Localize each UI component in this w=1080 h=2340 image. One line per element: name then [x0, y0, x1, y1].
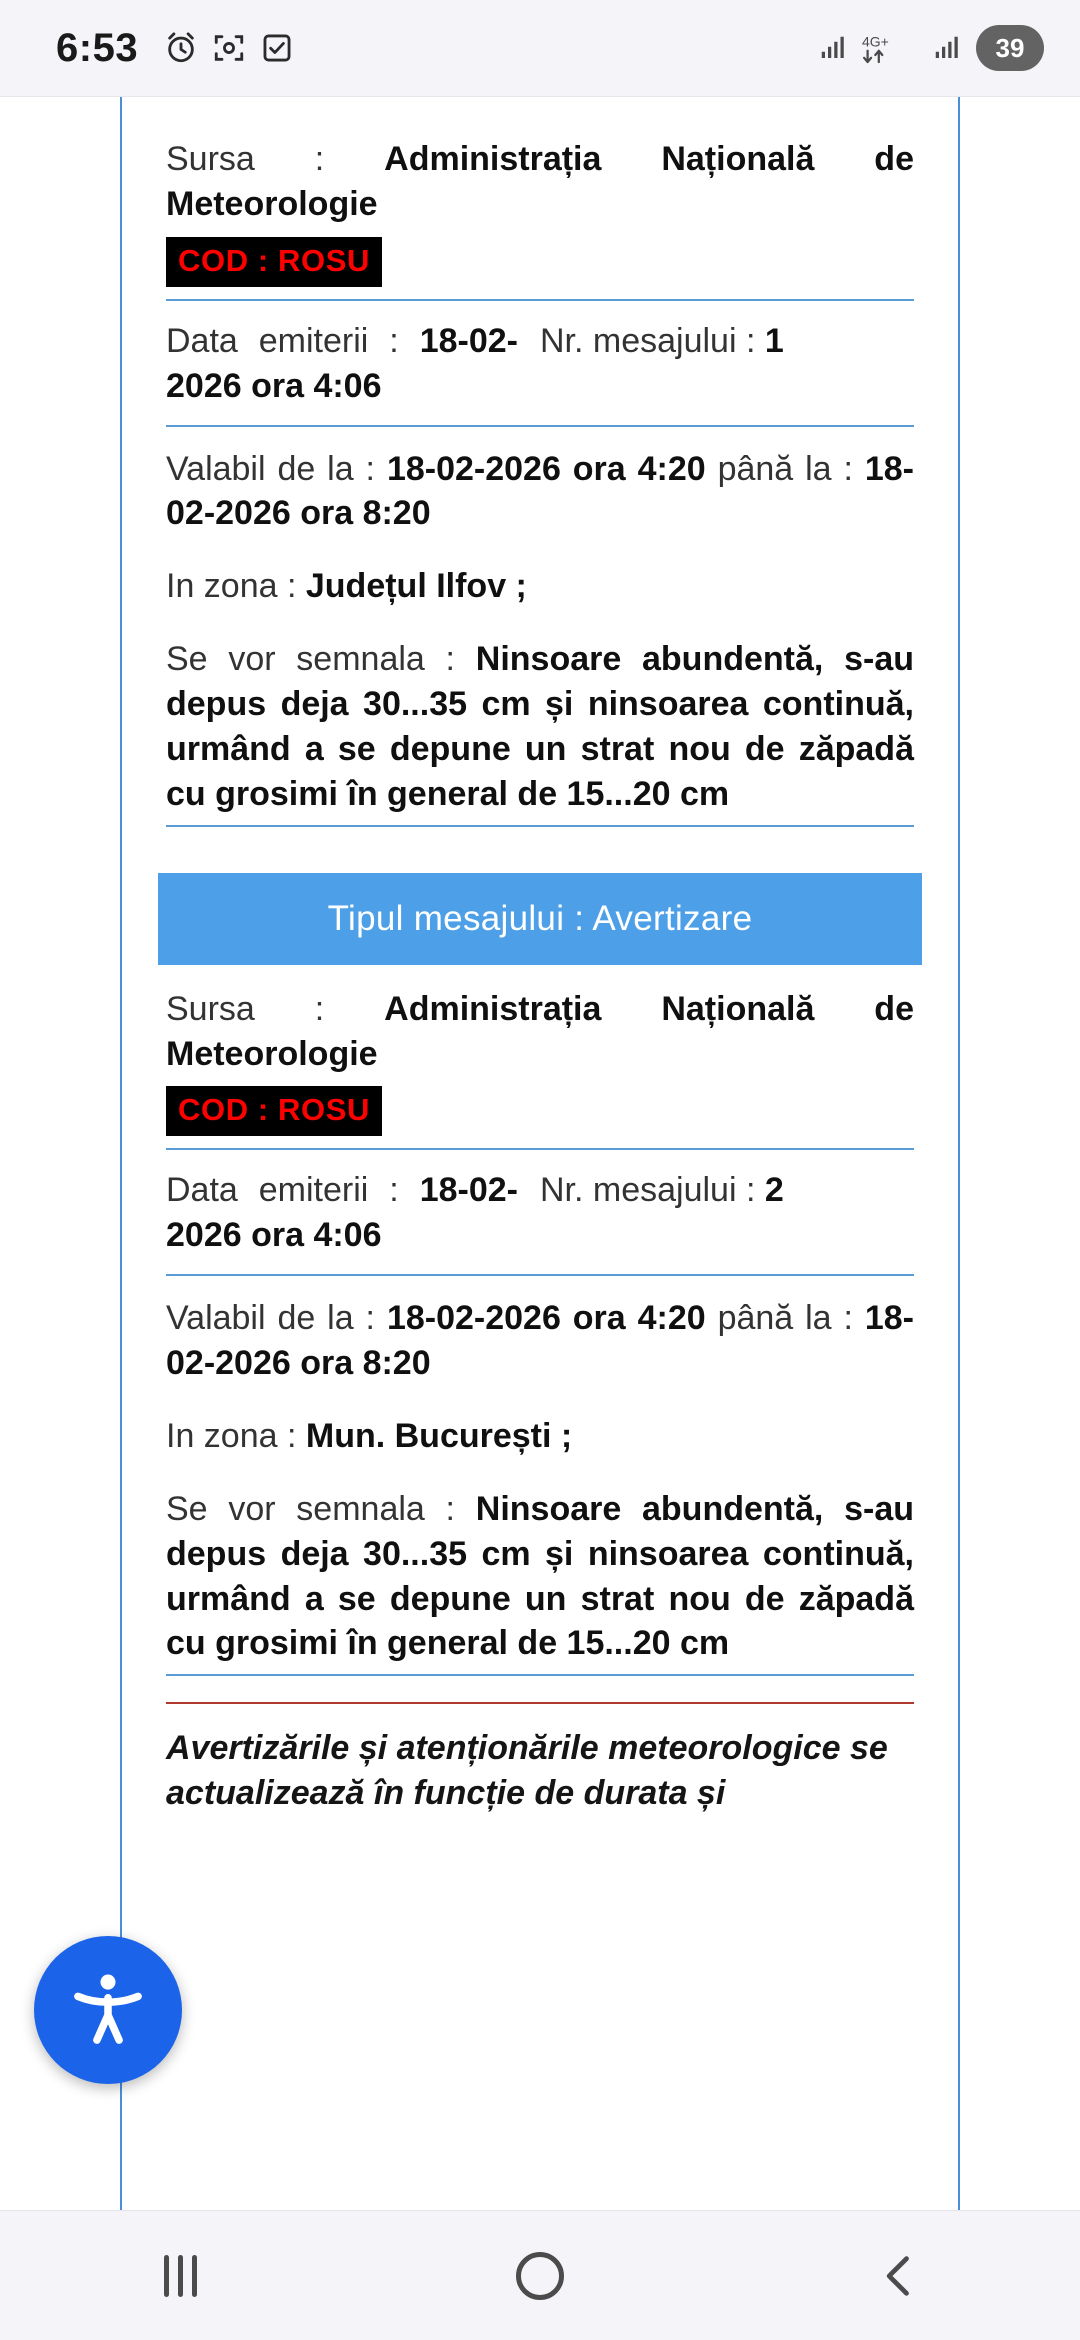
- signal2-icon: [930, 33, 964, 63]
- validity-text: [166, 1296, 914, 1386]
- phenomena-row: [158, 1467, 922, 1675]
- code-badge: COD : ROSU: [166, 1086, 382, 1136]
- checkbox-icon: [260, 31, 294, 65]
- number-value: 1: [764, 321, 784, 360]
- source-label: Sursa :: [166, 140, 325, 178]
- validity-label: Valabil de la :: [166, 449, 376, 488]
- alarm-icon: [164, 31, 198, 65]
- code-badge: COD : ROSU: [166, 237, 382, 287]
- recents-icon: [164, 2255, 197, 2297]
- back-button[interactable]: [825, 2211, 975, 2340]
- validity-mid: până la :: [717, 449, 853, 488]
- phenomena-row: [158, 617, 922, 825]
- data-icon: [862, 31, 918, 65]
- source-label: Sursa :: [166, 989, 325, 1028]
- source-value: Administrația Națională de Meteorologie: [166, 140, 914, 223]
- number-value: 2: [764, 1171, 784, 1210]
- battery-indicator: 39: [976, 25, 1044, 71]
- message-type-banner: Tipul mesajului : Avertizare: [158, 873, 922, 965]
- number-cell: [540, 1168, 914, 1258]
- system-navigation-bar: [0, 2210, 1080, 2340]
- validity-from: 18-02-2026 ora 4:20: [386, 449, 706, 488]
- issued-cell: [166, 319, 540, 409]
- number-label: Nr. mesajului :: [540, 1171, 756, 1210]
- warning-card: [158, 827, 922, 1816]
- source-text: [166, 987, 914, 1077]
- page-frame: [120, 97, 960, 2210]
- issued-row: [158, 1150, 922, 1274]
- zone-text: [166, 1414, 914, 1459]
- code-row: [166, 1086, 914, 1136]
- zone-value: Mun. București ;: [305, 1416, 573, 1455]
- phenomena-value: Ninsoare abundentă, s-au depus deja 30...35 cm și ninsoarea continuă, urmând a se depune un strat nou de zăpadă cu grosimi în general de 15...20 cm: [166, 1489, 914, 1663]
- validity-row: [158, 1276, 922, 1394]
- issued-value: 18-02-2026 ora 4:06: [166, 321, 518, 405]
- screenshot-icon: [212, 31, 246, 65]
- accessibility-icon: [65, 1967, 151, 2053]
- zone-row: [158, 544, 922, 617]
- issued-value: 18-02-2026 ora 4:06: [166, 1171, 518, 1255]
- status-notification-icons: [164, 31, 294, 65]
- divider: [166, 1674, 914, 1676]
- warnings-list: [122, 97, 958, 1816]
- issued-row: [158, 301, 922, 425]
- issued-cell: [166, 1168, 540, 1258]
- source-row: [158, 965, 922, 1137]
- status-bar-left: [56, 26, 294, 71]
- accessibility-fab-button[interactable]: [34, 1936, 182, 2084]
- validity-mid: până la :: [717, 1299, 853, 1338]
- validity-to: 18-02-2026 ora 8:20: [166, 1299, 914, 1382]
- issued-label: Data emiterii :: [166, 1171, 399, 1210]
- phenomena-value: Ninsoare abundentă, s-au depus deja 30...35 cm și ninsoarea continuă, urmând a se depune un strat nou de zăpadă cu grosimi în general de 15...20 cm: [166, 640, 914, 813]
- validity-text: [166, 447, 914, 537]
- number-label: Nr. mesajului :: [540, 321, 756, 360]
- signal-icon: [816, 33, 850, 63]
- status-bar-right: [816, 25, 1044, 71]
- phenomena-text: [166, 1487, 914, 1667]
- status-clock: 6:53: [56, 25, 139, 70]
- source-row: [158, 115, 922, 287]
- validity-from: 18-02-2026 ora 4:20: [386, 1299, 706, 1338]
- source-value: Administrația Națională de Meteorologie: [166, 989, 914, 1073]
- svg-text:4G+: 4G+: [862, 33, 889, 50]
- zone-text: [166, 564, 914, 609]
- phenomena-label: Se vor semnala :: [166, 640, 456, 679]
- phenomena-text: [166, 637, 914, 817]
- warning-card: [158, 97, 922, 827]
- validity-row: [158, 427, 922, 545]
- validity-to: 18-02-2026 ora 8:20: [166, 449, 914, 533]
- recents-button[interactable]: [105, 2211, 255, 2340]
- number-cell: [540, 319, 914, 409]
- back-icon: [874, 2250, 926, 2302]
- validity-label: Valabil de la :: [166, 1299, 376, 1338]
- footnote-text: Avertizările și atenționările meteorologice se actualizează în funcție de durata și: [166, 1729, 888, 1813]
- home-button[interactable]: [465, 2211, 615, 2340]
- zone-value: Județul Ilfov ;: [305, 567, 527, 606]
- browser-webview[interactable]: [0, 96, 1080, 2210]
- status-bar: [0, 0, 1080, 96]
- code-row: [166, 237, 914, 287]
- issued-label: Data emiterii :: [166, 321, 399, 360]
- zone-label: In zona :: [166, 567, 297, 606]
- zone-label: In zona :: [166, 1416, 297, 1455]
- source-text: [166, 137, 914, 227]
- home-icon: [516, 2252, 564, 2300]
- zone-row: [158, 1394, 922, 1467]
- phenomena-label: Se vor semnala :: [166, 1489, 456, 1528]
